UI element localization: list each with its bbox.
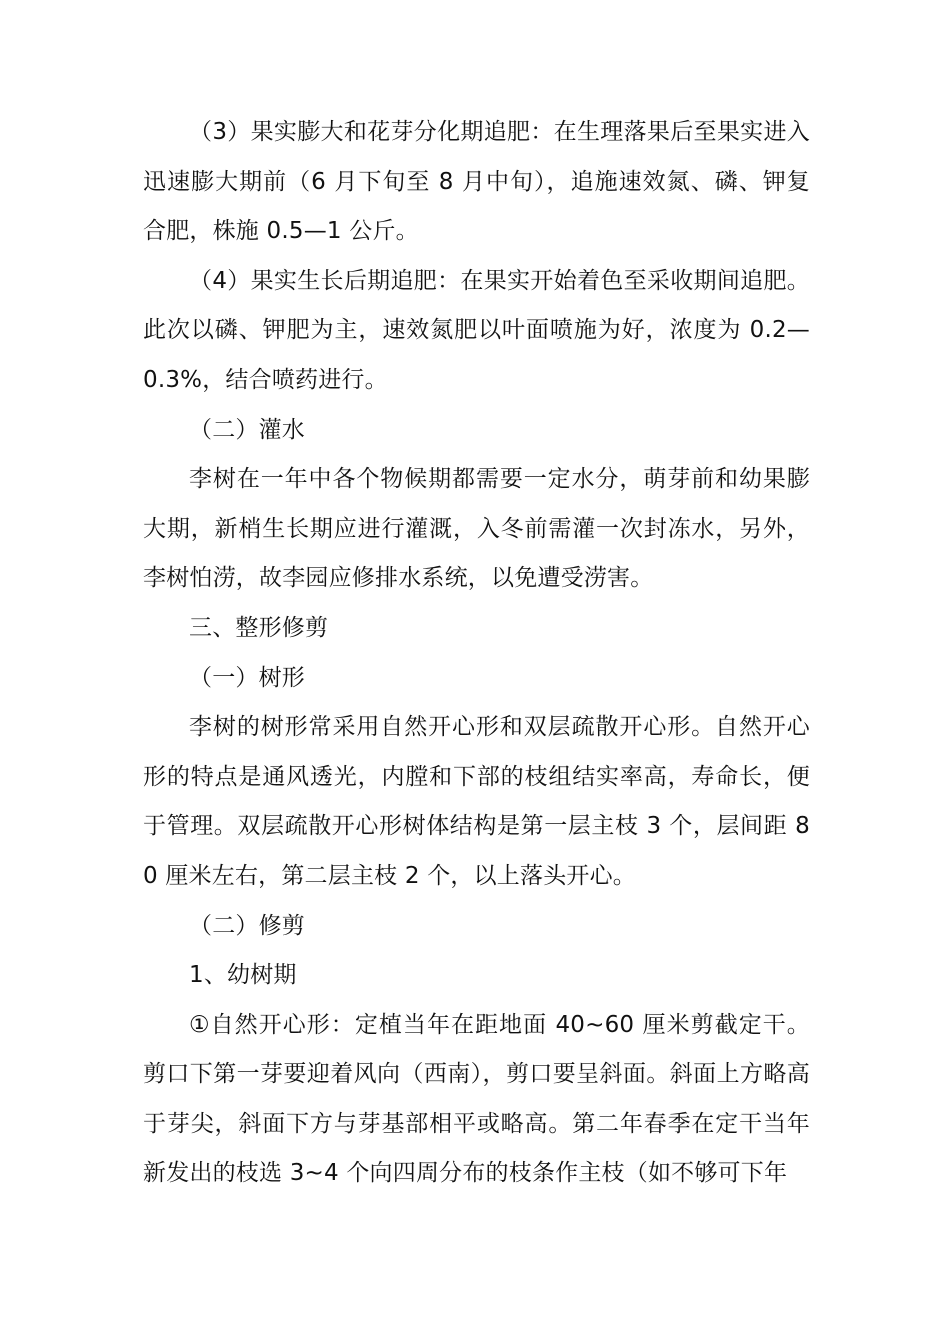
paragraph-fertilize-late-growth: （4）果实生长后期追肥：在果实开始着色至采收期间追肥。此次以磷、钾肥为主，速效氮肥以叶面喷施为好，浓度为 0.2—0.3%，结合喷药进行。: [143, 267, 810, 393]
heading-young-tree-stage: 1、幼树期: [189, 962, 297, 989]
document-page: [143, 108, 810, 1199]
heading-trimming: （二）修剪: [189, 912, 305, 939]
heading-tree-shape: （一）树形: [189, 664, 305, 691]
paragraph-tree-shape: 李树的树形常采用自然开心形和双层疏散开心形。自然开心形的特点是通风透光，内膛和下部的枝组结实率高，寿命长，便于管理。双层疏散开心形树体结构是第一层主枝 3 个，层间距 80 厘米左右，第二层主枝 2 个，以上落头开心。: [143, 714, 810, 889]
paragraph-fertilize-fruit-expansion: （3）果实膨大和花芽分化期追肥：在生理落果后至果实进入迅速膨大期前（6 月下旬至 8 月中旬），追施速效氮、磷、钾复合肥，株施 0.5—1 公斤。: [143, 119, 810, 245]
heading-pruning: 三、整形修剪: [189, 614, 329, 641]
paragraph-irrigation: 李树在一年中各个物候期都需要一定水分，萌芽前和幼果膨大期，新梢生长期应进行灌溉，入冬前需灌一次封冻水，另外，李树怕涝，故李园应修排水系统，以免遭受涝害。: [143, 466, 810, 592]
heading-irrigation: （二）灌水: [189, 416, 305, 443]
paragraph-natural-open-center: ①自然开心形：定植当年在距地面 40~60 厘米剪截定干。剪口下第一芽要迎着风向（西南），剪口要呈斜面。斜面上方略高于芽尖，斜面下方与芽基部相平或略高。第二年春季在定干当年新发出的枝选 3~4 个向四周分布的枝条作主枝（如不够可下年: [143, 1011, 810, 1187]
